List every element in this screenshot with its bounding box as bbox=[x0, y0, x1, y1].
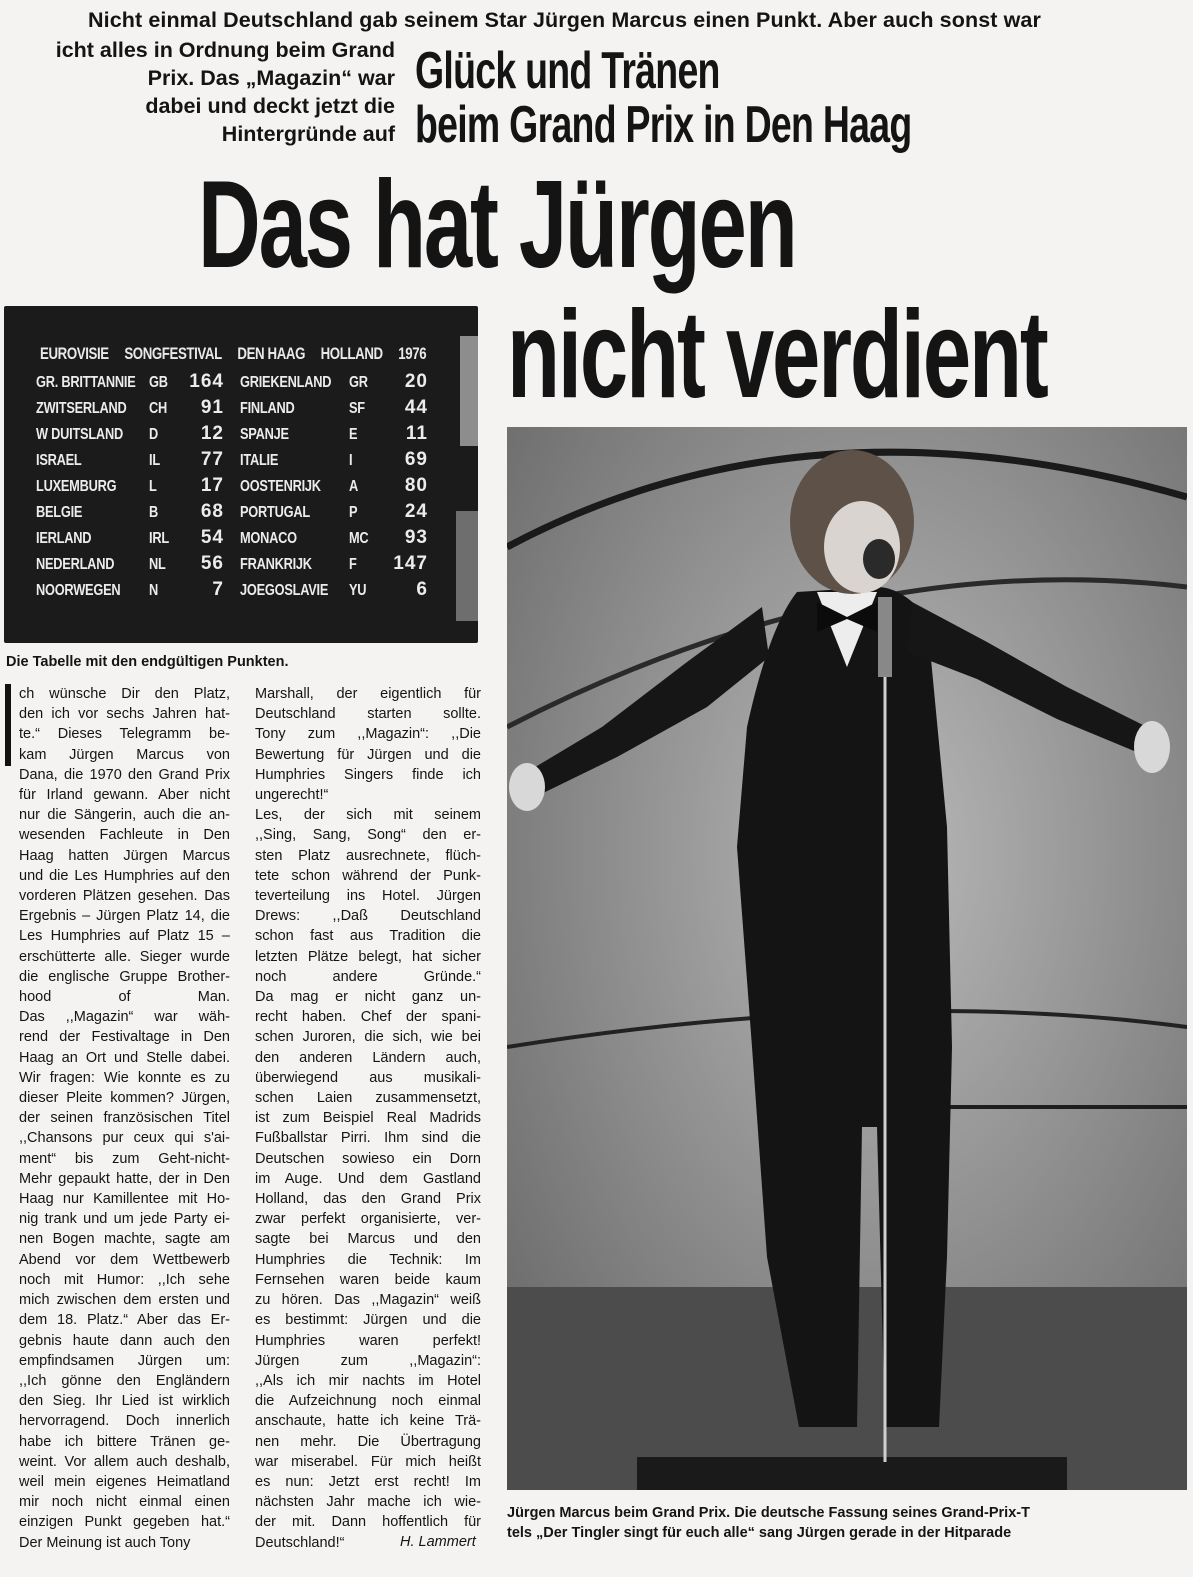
country-code: SF bbox=[349, 400, 365, 417]
country-name: SPANJE bbox=[240, 426, 289, 443]
scoreboard-header-word: SONGFESTIVAL bbox=[124, 344, 222, 363]
article-line: Humphries waren perfekt! bbox=[255, 1332, 481, 1349]
article-line: nen Bogen machte, sagte am bbox=[19, 1231, 230, 1248]
country-points: 69 bbox=[404, 449, 428, 470]
country-points: 24 bbox=[404, 501, 428, 522]
article-line: zu hören. Das ,,Magazin“ weiß bbox=[255, 1292, 481, 1309]
article-line: teverteilung ins Hotel. Jürgen bbox=[255, 888, 481, 905]
country-name: FRANKRIJK bbox=[240, 556, 312, 573]
article-line: noch mit Humor: ,,Ich sehe bbox=[19, 1271, 230, 1288]
scoreboard-header-word: HOLLAND bbox=[320, 344, 383, 363]
country-name: GR. BRITTANNIE bbox=[36, 374, 136, 391]
scoreboard-header bbox=[40, 344, 442, 364]
article-line: Jürgen zum ,,Magazin“: bbox=[255, 1352, 481, 1369]
article-line: dieser Pleite kommen? Jürgen, bbox=[19, 1090, 230, 1107]
article-line: letzten Plätze belegt, hat sicher bbox=[255, 948, 481, 965]
singer-photo bbox=[507, 427, 1187, 1490]
country-code: GR bbox=[349, 374, 368, 391]
article-line: Mehr gepaukt hatte, der in Den bbox=[19, 1170, 230, 1187]
intro-line: icht alles in Ordnung beim Grand bbox=[55, 38, 395, 62]
country-name: BELGIE bbox=[36, 504, 83, 521]
article-line: anschaute, hatte ich keine Trä- bbox=[255, 1413, 481, 1430]
article-line: ,,Sing, Sang, Song“ den er- bbox=[255, 827, 481, 844]
article-line: gebnis haute dann auch den bbox=[19, 1332, 230, 1349]
article-line: ,,Chansons pur ceux qui s'ai- bbox=[19, 1130, 230, 1147]
article-line: Haag an Ort und Stelle dabei. bbox=[19, 1049, 230, 1066]
article-line: ist zum Beispiel Real Madrids bbox=[255, 1110, 481, 1127]
article-line: Deutschen sowieso ein Dorn bbox=[255, 1150, 481, 1167]
country-code: CH bbox=[149, 400, 168, 417]
article-line: vorderen Plätzen gesehen. Das bbox=[19, 888, 230, 905]
country-points: 11 bbox=[405, 423, 428, 444]
country-name: IERLAND bbox=[36, 530, 92, 547]
article-line: und die Les Humphries auf den bbox=[19, 867, 230, 884]
country-name: MONACO bbox=[240, 530, 297, 547]
article-line: war miserabel. Für mich heißt bbox=[255, 1453, 481, 1470]
country-points: 68 bbox=[200, 501, 224, 522]
country-code: I bbox=[349, 452, 353, 469]
article-line: Humphries die Technik: Im bbox=[255, 1251, 481, 1268]
article-line: nig trank und um jede Party ei- bbox=[19, 1211, 230, 1228]
article-column-1 bbox=[19, 684, 230, 1553]
photo-caption bbox=[507, 1503, 1030, 1543]
country-points: 7 bbox=[212, 579, 224, 600]
country-points: 164 bbox=[189, 371, 224, 392]
country-code: E bbox=[349, 426, 358, 443]
article-line: einzigen Punkt gegeben hat.“ bbox=[19, 1514, 230, 1531]
country-name: FINLAND bbox=[240, 400, 295, 417]
country-code: D bbox=[149, 426, 159, 443]
article-line: es bestimmt: Jürgen und die bbox=[255, 1312, 481, 1329]
article-line: Haag nur Kamillentee mit Ho- bbox=[19, 1191, 230, 1208]
article-line: ch wünsche Dir den Platz, bbox=[19, 686, 230, 702]
article-line: Fußballstar Pirri. Ihm sind die bbox=[255, 1130, 481, 1147]
author-signature: H. Lammert bbox=[400, 1534, 476, 1550]
article-line: den ich vor sechs Jahren hat- bbox=[19, 706, 230, 723]
country-name: PORTUGAL bbox=[240, 504, 310, 521]
country-code: IRL bbox=[149, 530, 169, 547]
article-line: Da mag er nicht ganz un- bbox=[255, 989, 481, 1006]
article-line: ment“ bis zum Geht-nicht- bbox=[19, 1150, 230, 1167]
country-name: ZWITSERLAND bbox=[36, 400, 127, 417]
article-line: Humphries Singers finde ich bbox=[255, 766, 481, 783]
country-points: 91 bbox=[200, 397, 224, 418]
country-code: GB bbox=[149, 374, 168, 391]
article-line: es nun: Jetzt erst recht! Im bbox=[255, 1473, 481, 1490]
article-line: Dana, die 1970 den Grand Prix bbox=[19, 766, 230, 783]
article-line: rend der Festivaltage in Den bbox=[19, 1029, 230, 1046]
article-line: ,,Als ich mir nachts im Hotel bbox=[255, 1372, 481, 1389]
scoreboard-edge bbox=[456, 511, 478, 621]
article-line: Deutschland!“ bbox=[255, 1534, 345, 1551]
country-code: IL bbox=[149, 452, 160, 469]
article-line: überwiegend aus musikali- bbox=[255, 1069, 481, 1086]
article-line: mir noch nicht einmal einen bbox=[19, 1494, 230, 1511]
main-headline-line-2: nicht verdient bbox=[507, 286, 1047, 424]
article-line: nächsten Jahr mache ich wie- bbox=[255, 1494, 481, 1511]
country-points: 12 bbox=[200, 423, 224, 444]
country-code: YU bbox=[349, 582, 367, 599]
country-name: OOSTENRIJK bbox=[240, 478, 321, 495]
country-name: ITALIE bbox=[240, 452, 279, 469]
article-line: kam Jürgen Marcus von bbox=[19, 746, 230, 763]
country-name: GRIEKENLAND bbox=[240, 374, 332, 391]
article-line: Holland, das den Grand Prix bbox=[255, 1191, 481, 1208]
scoreboard-header-word: DEN HAAG bbox=[237, 344, 306, 363]
article-line: die Aufzeichnung noch einmal bbox=[255, 1393, 481, 1410]
country-code: NL bbox=[149, 556, 166, 573]
intro-line: dabei und deckt jetzt die bbox=[145, 94, 395, 118]
article-line: Das ,,Magazin“ war wäh- bbox=[19, 1009, 230, 1026]
country-name: NEDERLAND bbox=[36, 556, 115, 573]
country-points: 147 bbox=[393, 553, 428, 574]
article-line: sagte bei Marcus und den bbox=[255, 1231, 481, 1248]
article-line: nen mehr. Die Übertragung bbox=[255, 1433, 481, 1450]
country-points: 77 bbox=[200, 449, 224, 470]
country-code: MC bbox=[349, 530, 369, 547]
article-line: Ergebnis – Jürgen Platz 14, die bbox=[19, 908, 230, 925]
article-line: den anderen Ländern auch, bbox=[255, 1049, 481, 1066]
sub-headline-line: Glück und Tränen bbox=[415, 42, 720, 100]
country-points: 54 bbox=[200, 527, 224, 548]
article-line: schon fast aus Tradition die bbox=[255, 928, 481, 945]
article-line: für Irland gewann. Aber nicht bbox=[19, 787, 230, 804]
article-column-2 bbox=[255, 684, 481, 1553]
article-line: Deutschland starten sollte. bbox=[255, 706, 481, 723]
article-line: wesenden Fachleute in Den bbox=[19, 827, 230, 844]
drop-cap-initial bbox=[5, 684, 11, 766]
article-line: nur die Sängerin, auch die an- bbox=[19, 807, 230, 824]
article-line: weil mein eigenes Heimatland bbox=[19, 1473, 230, 1490]
article-line: erschütterte alle. Sieger wurde bbox=[19, 948, 230, 965]
article-line: Wir fragen: Wie konnte es zu bbox=[19, 1069, 230, 1086]
article-line: zwar perfekt organisierte, ver- bbox=[255, 1211, 481, 1228]
country-code: N bbox=[149, 582, 159, 599]
article-line: schen Laien zusammensetzt, bbox=[255, 1090, 481, 1107]
table-caption: Die Tabelle mit den endgültigen Punkten. bbox=[6, 654, 289, 670]
country-code: L bbox=[149, 478, 157, 495]
article-line: Haag hatten Jürgen Marcus bbox=[19, 847, 230, 864]
scoreboard-header-word: EUROVISIE bbox=[40, 344, 109, 363]
country-name: W DUITSLAND bbox=[36, 426, 123, 443]
country-name: ISRAEL bbox=[36, 452, 82, 469]
article-line: empfindsamen Jürgen um: bbox=[19, 1352, 230, 1369]
country-name: JOEGOSLAVIE bbox=[240, 582, 329, 599]
article-line: habe ich bittere Tränen ge- bbox=[19, 1433, 230, 1450]
article-line: te.“ Dieses Telegramm be- bbox=[19, 726, 230, 743]
sub-headline-line: beim Grand Prix in Den Haag bbox=[415, 96, 912, 154]
country-points: 17 bbox=[200, 475, 224, 496]
article-line: Les Humphries auf Platz 15 – bbox=[19, 928, 230, 945]
article-line: die englische Gruppe Brother- bbox=[19, 968, 230, 985]
article-line: Abend vor dem Wettbewerb bbox=[19, 1251, 230, 1268]
article-line: im Auge. Und dem Gastland bbox=[255, 1170, 481, 1187]
country-code: F bbox=[349, 556, 357, 573]
article-line: hervorragend. Doch innerlich bbox=[19, 1413, 230, 1430]
country-name: LUXEMBURG bbox=[36, 478, 117, 495]
article-line: ,,Ich gönne den Engländern bbox=[19, 1372, 230, 1389]
scoreboard-edge bbox=[460, 336, 478, 446]
article-line: der seinen französischen Titel bbox=[19, 1110, 230, 1127]
article-line: hood of Man. bbox=[19, 989, 230, 1006]
article-line: schen Juroren, die sich, wie bei bbox=[255, 1029, 481, 1046]
article-line: noch andere Gründe.“ bbox=[255, 968, 481, 985]
country-points: 6 bbox=[416, 579, 428, 600]
main-headline-line-1: Das hat Jürgen bbox=[198, 156, 796, 294]
article-line: dem 18. Platz.“ Aber das Er- bbox=[19, 1312, 230, 1329]
singer-photo-illustration bbox=[507, 427, 1187, 1490]
scoreboard-photo bbox=[4, 306, 478, 643]
country-code: P bbox=[349, 504, 358, 521]
country-points: 44 bbox=[404, 397, 428, 418]
article-line: weint. Vor allem auch deshalb, bbox=[19, 1453, 230, 1470]
article-line: Der Meinung ist auch Tony bbox=[19, 1534, 191, 1551]
article-line: sten Platz ausrechnete, flüch- bbox=[255, 847, 481, 864]
country-points: 93 bbox=[404, 527, 428, 548]
article-line: Tony zum ,,Magazin“: ,,Die bbox=[255, 726, 481, 743]
intro-line: Hintergründe auf bbox=[221, 122, 395, 146]
country-code: A bbox=[349, 478, 359, 495]
intro-block bbox=[0, 36, 395, 148]
article-line: mich zwischen dem ersten und bbox=[19, 1292, 230, 1309]
photo-caption-line: tels „Der Tingler singt für euch alle“ sang Jürgen gerade in der Hitparade bbox=[507, 1525, 1012, 1541]
sub-headline bbox=[415, 44, 912, 152]
country-points: 56 bbox=[200, 553, 224, 574]
article-line: der mit. Dann hoffentlich für bbox=[255, 1514, 481, 1531]
intro-line: Prix. Das „Magazin“ war bbox=[147, 66, 395, 90]
country-points: 20 bbox=[404, 371, 428, 392]
article-line: ungerecht!“ bbox=[255, 787, 329, 804]
article-line: tete schon während der Punk- bbox=[255, 867, 481, 884]
scoreboard-header-word: 1976 bbox=[398, 344, 427, 363]
article-line: den Sieg. Ihr Lied ist wirklich bbox=[19, 1393, 230, 1410]
article-line: Marshall, der eigentlich für bbox=[255, 686, 481, 702]
article-line: Fernsehen waren beide kaum bbox=[255, 1271, 481, 1288]
photo-caption-line: Jürgen Marcus beim Grand Prix. Die deutsche Fassung seines Grand-Prix-T bbox=[507, 1505, 1030, 1521]
article-line: recht haben. Chef der spani- bbox=[255, 1009, 481, 1026]
intro-line: Nicht einmal Deutschland gab seinem Star Jürgen Marcus einen Punkt. Aber auch sonst war bbox=[88, 8, 1041, 32]
article-line: Les, der sich mit seinem bbox=[255, 807, 481, 824]
article-line: Drews: ,,Daß Deutschland bbox=[255, 908, 481, 925]
article-line: Bewertung für Jürgen und die bbox=[255, 746, 481, 763]
country-name: NOORWEGEN bbox=[36, 582, 121, 599]
country-code: B bbox=[149, 504, 159, 521]
country-points: 80 bbox=[404, 475, 428, 496]
